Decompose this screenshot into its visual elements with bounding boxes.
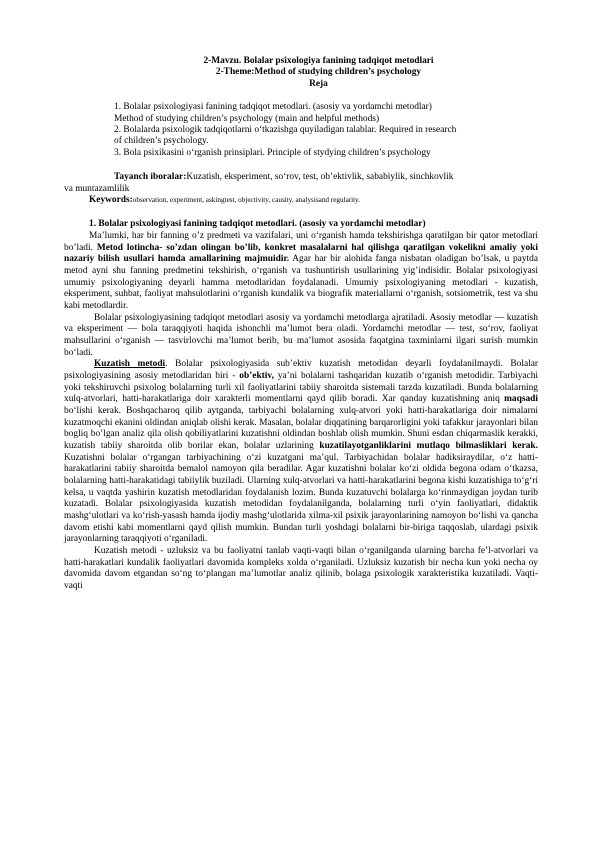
keywords-uz-cont: va muntazamlilik [64, 183, 130, 194]
plan-item-3: 3. Bola psixikasini o‘rganish prinsiplari. Principle of stydying children’s psychology [114, 147, 431, 158]
paragraph-1-definition: Metod lotincha- so’zdan olingan bo’lib, konkret masalalarni hal qilishga qaratilgan vokelikni amaliy yoki nazariy bilish usullari hamda amallarining majmuidir. [64, 242, 539, 265]
topic-title-english: 2-Theme:Method of studying children’s psychology [215, 67, 422, 78]
paragraph-3-text-g: Kuzatishni bolalar o‘rgangan tarbiyachining o‘zi kuzatgani ma’qul. Tarbiyachidan bolalar hadiksiraydilar, o‘z hatti-harakatlarini tabiiy sharoitda bemalol namoyon qila beradilar. Agar kuzatishni bolalar ko‘zi oldida begona odam o‘tkazsa, bolalarning hatti-harakatidagi tabiiylik buziladi. Ularning xulq-atvorlari va hatti-harakatlarini begona kishi kuzatishiga to‘g‘ri kelsa, u vaqtda yashirin kuzatish metodlaridan foydalanish lozim. Bunda kuzatuvchi bolalarga ko‘rinmaydigan joydan turib kuzatadi. Bolalar psixologiyasida kuzatish metodidan foydalanilganda, bolalarning turli o‘yin faoliyatlari, didaktik mashg‘ulotlari va ko‘rish-yasash hamda ijodiy mashg‘ulotlarida xilma-xil psixik jarayonlarining namoyon bo‘lishi va qancha davom etishi kabi momentlarni qayd qilish mumkin. Bundan turli yoshdagi bolalarni bir-biriga taqqoslab, ulardagi psixik jarayonlarning taraqqiyoti o‘rganiladi. [64, 452, 538, 545]
keywords-uz-text: Kuzatish, eksperiment, so‘rov, test, ob’ektivlik, sababiylik, sinchkovlik [186, 172, 454, 183]
keywords-en-text: observation, experiment, askingtest, objectivity, causity, analysisand regularity. [132, 196, 361, 205]
paragraph-3-text-e: bo‘lishi kerak. Boshqacharoq qilib aytganda, tarbiyachi bolalarning xulq-atvori yoki hatti-harakatlariga doir nimalarni kuzatmoqchi ekanini oldindan aniqlab olishi kerak. Masalan, bolalar diqqatining barqarorligini yoki tafakkur jarayonlari bilan bogliq bo’lgan analiz qila olish qobiliyatlarini kuzatishni oldindan boshlab olish mumkin. Shuni esdan chiqarmaslik kerakki, kuzatish tabiiy sharoitda olib borilar ekan, bolalar uzlarining [64, 405, 538, 451]
paragraph-3-text-a: . Bolalar psixologiyasida sub’ektiv kuzatish metodidan deyarli foydalanilmaydi. Bolalar psixologiyasining asosiy metodlaridan biri - [64, 359, 539, 381]
paragraph-1-text-c: Agar har bir alohida fanga nisbatan oladigan bo’lsak, u paytda metod ayni shu fanning predmetini tekshirish, o‘rganish va tushuntirish usullarining yig’indisidir. Bolalar psixologiyasi umumiy psixologiyaning deyarli hamma metodlaridan foydalanadi. Umumiy psixologiyaning metodlari - kuzatish, eksperiment, suhbat, faoliyat mahsulotlarini o‘rganish kundalik va biografik materiallarni o‘rganish, sotsiometrik, test va shu kabi metodlardir. [64, 254, 538, 312]
paragraph-1-text-a: Ma’lumki, har bir fanning o’z predmeti va vazifalari, uni o‘rganish hamda tekshirishga qaratilgan bir qator metodlari bo’ladi. [64, 231, 538, 253]
paragraph-3 [64, 359, 538, 546]
section-1-title: 1. Bolalar psixologiyasi fanining tadqiqot metodlari. (asosiy va yordamchi metodlar) [89, 219, 426, 230]
plan-item-2: 2. Bolalarda psixologik tadqiqotlarni o‘tkazishga quyiladigan talablar. Required in research [114, 125, 457, 136]
paragraph-3-goal: maqsadi [504, 394, 538, 405]
paragraph-3-emphasis: kuzatilayotganliklarini mutlaqo bilmasliklari kerak. [319, 440, 538, 451]
paragraph-1 [64, 231, 538, 313]
plan-item-1-english: Method of studying children’s psychology (main and helpful methods) [114, 113, 380, 124]
keywords-block [64, 172, 538, 206]
observation-method-heading: Kuzatish metodi [94, 359, 166, 370]
plan-item-2-cont: of children’s psychology. [114, 136, 209, 147]
paragraph-2: Bolalar psixologiyasining tadqiqot metodlari asosiy va yordamchi metodlarga ajratiladi. Asosiy metodlar — kuzatish va eksperiment — bola taraqqiyoti haqida ishonchli ma’lumot bera oladi. Yordamchi metodlar — test, so‘rov, faoliyat mahsullarini o‘rganish — tasvirlovchi ma’lumot berib, bu ma’lumot asosida faqatgina taxminlarni ilgari surish mumkin bo‘ladi. [64, 312, 538, 358]
keywords-en-label: Keywords: [89, 195, 133, 206]
plan-item-1: 1. Bolalar psixologiyasi fanining tadqiqot metodlari. (asosiy va yordamchi metodlar) [114, 102, 432, 113]
plan-list [89, 102, 538, 159]
keywords-en [89, 195, 538, 206]
plan-heading: Reja [309, 78, 328, 89]
keywords-uz [64, 172, 538, 183]
keywords-uz-label: Tayanch iboralar: [114, 172, 187, 183]
paragraph-3-objective: ob’ektiv, [239, 371, 274, 381]
document-header [89, 56, 538, 90]
paragraph-3-text-c: ya’ni bolalarni tashqaridan kuzatib o‘rganish metodidir. Tarbiyachi yoki tekshiruvchi psixolog bolalarning turli xil faoliyatlarini tabiiy sharoitda sistemali tarzda kuzatiladi. Bunda bolalarning xulq-atvorlari, hatti-harakatlariga doir xarakterli momentlarni qayd qilib boradi. Xar qanday kuzatishning aniq [64, 371, 538, 405]
paragraph-4: Kuzatish metodi - uzluksiz va bu faoliyatni tanlab vaqti-vaqti bilan o‘rganilganda ularning barcha fe’l-atvorlari va hatti-harakatlari kundalik faoliyatlari davomida kompleks xolda o‘rganiladi. Uzluksiz kuzatish bir necha kun yoki necha oy davomida davom etgandan so‘ng to‘plangan ma’lumotlar analiz qilinib, bolaga psixologik xarakteristika kuzatiladi. Vaqti-vaqti [64, 545, 538, 591]
section-1 [64, 219, 538, 592]
topic-title: 2-Mavzu. Bolalar psixologiya fanining tadqiqot metodlari [203, 56, 434, 66]
